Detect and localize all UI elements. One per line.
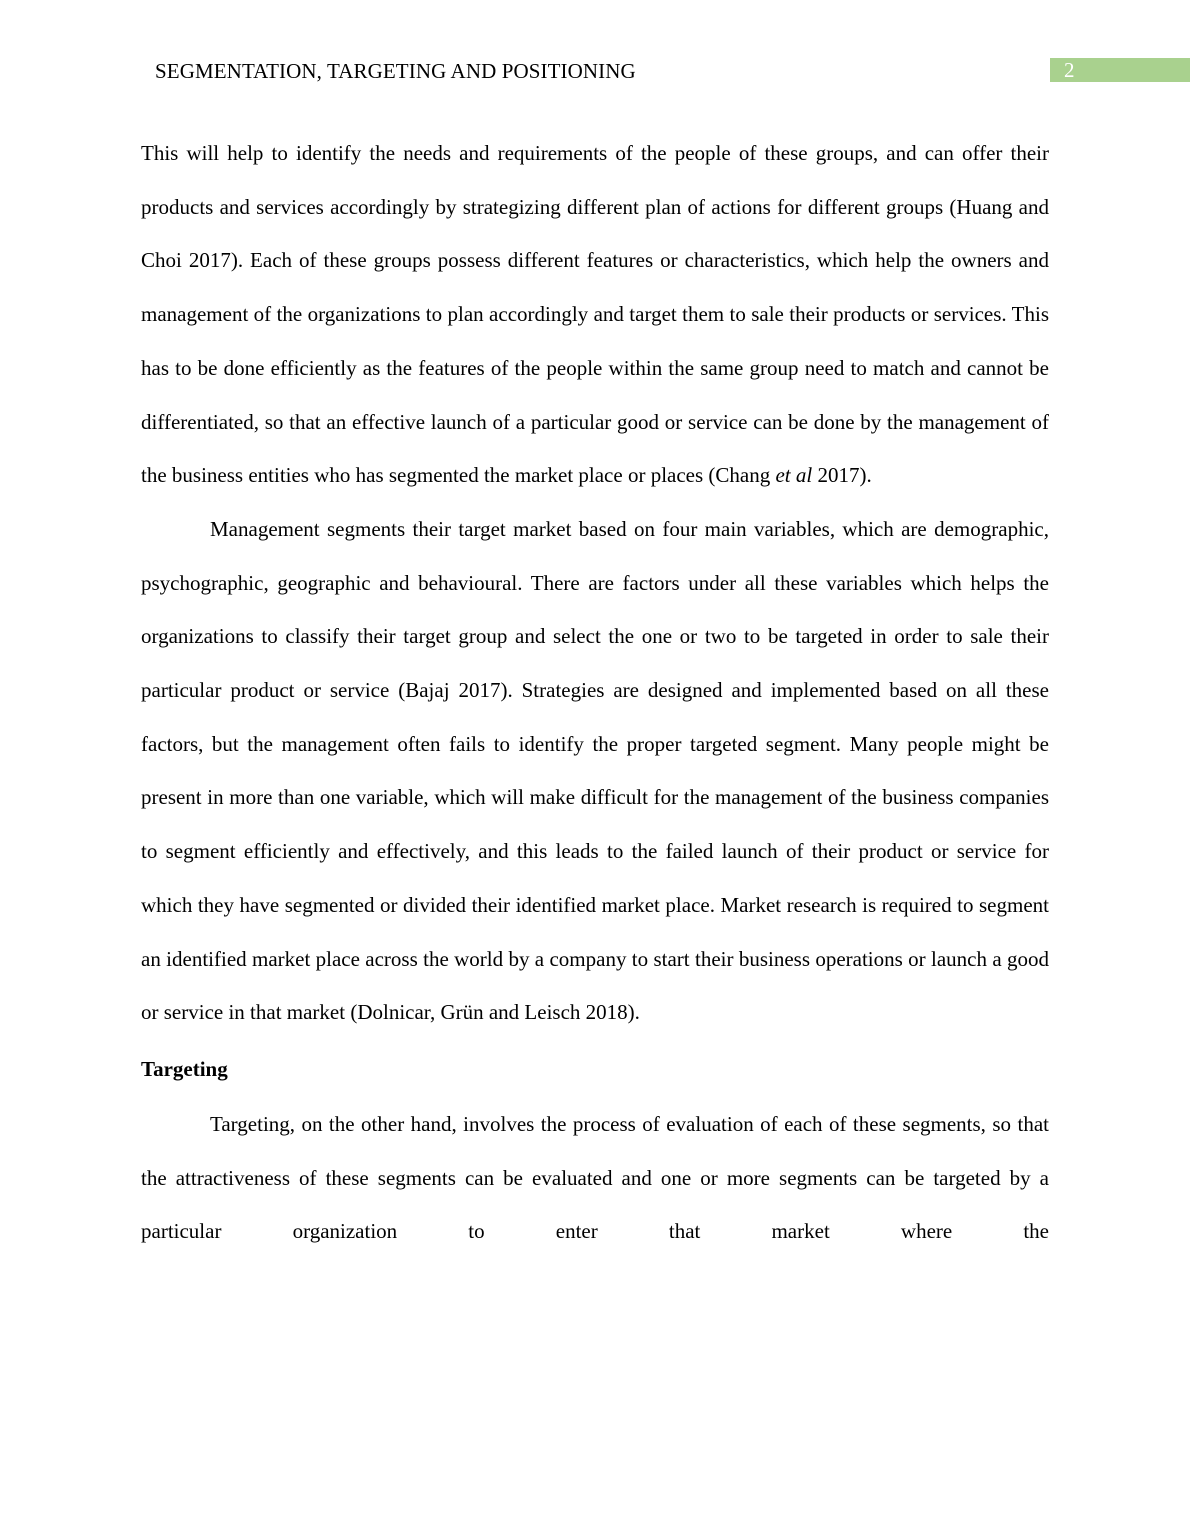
paragraph-1 (141, 127, 1049, 503)
heading-targeting: Targeting (141, 1056, 228, 1081)
page-number-badge (1050, 58, 1190, 82)
paragraph-2: Management segments their target market based on four main variables, which are demographic, psychographic, geographic and behavioural. There are factors under all these variables which helps the organizations to classify their target group and select the one or two to be targeted in order to sale their particular product or service (Bajaj 2017). Strategies are designed and implemented based on all these factors, but the management often fails to identify the proper targeted segment. Many people might be present in more than one variable, which will make difficult for the management of the business companies to segment efficiently and effectively, and this leads to the failed launch of their product or service for which they have segmented or divided their identified market place. Market research is required to segment an identified market place across the world by a company to start their business operations or launch a good or service in that market (Dolnicar, Grün and Leisch 2018). (141, 516, 1049, 1025)
running-head: SEGMENTATION, TARGETING AND POSITIONING (155, 59, 636, 83)
citation-et-al: et al (775, 463, 813, 488)
document-body (141, 127, 1049, 1259)
page-number: 2 (1064, 58, 1075, 82)
paragraph-1-tail: 2017). (812, 463, 872, 488)
paragraph-3: Targeting, on the other hand, involves the process of evaluation of each of these segments, so that the attractiveness of these segments can be evaluated and one or more segments can be targeted by a particular organization to enter that market where the (141, 1111, 1049, 1244)
paragraph-1-text: This will help to identify the needs and requirements of the people of these groups, and can offer their products and services accordingly by strategizing different plan of actions for different groups (Huang and Choi 2017). Each of these groups possess different features or characteristics, which help the owners and management of the organizations to plan accordingly and target them to sale their products or services. This has to be done efficiently as the features of the people within the same group need to match and cannot be differentiated, so that an effective launch of a particular good or service can be done by the management of the business entities who has segmented the market place or places (Chang (141, 141, 1049, 488)
